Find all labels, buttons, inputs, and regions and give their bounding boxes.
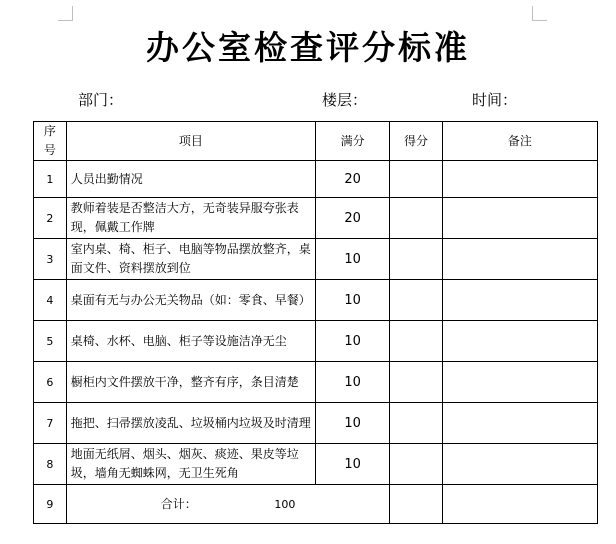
table-row <box>34 362 598 403</box>
document-title[interactable]: 办公室检查评分标准 <box>146 28 470 67</box>
total-row <box>34 485 598 524</box>
row-full-score[interactable]: 10 <box>315 403 389 444</box>
table-row <box>34 321 598 362</box>
floor-label[interactable]: 楼层： <box>322 91 368 109</box>
row-no[interactable]: 7 <box>34 403 67 444</box>
row-note-cell[interactable] <box>442 239 597 280</box>
row-no[interactable]: 2 <box>34 198 67 239</box>
total-note-cell[interactable] <box>442 485 597 524</box>
page-corner-mark-right <box>532 6 547 21</box>
row-score-cell[interactable] <box>390 362 442 403</box>
row-score-cell[interactable] <box>390 444 442 485</box>
header-item[interactable]: 项目 <box>66 122 315 161</box>
total-row-no[interactable]: 9 <box>34 485 67 524</box>
row-note-cell[interactable] <box>442 198 597 239</box>
row-item[interactable]: 拖把、扫帚摆放凌乱、垃圾桶内垃圾及时清理 <box>66 403 315 444</box>
row-item[interactable]: 地面无纸屑、烟头、烟灰、痰迹、果皮等垃圾，墙角无蜘蛛网，无卫生死角 <box>66 444 315 485</box>
page-corner-mark-left <box>58 6 73 21</box>
table-row <box>34 403 598 444</box>
header-score[interactable]: 得分 <box>390 122 442 161</box>
row-full-score[interactable]: 10 <box>315 280 389 321</box>
row-note-cell[interactable] <box>442 444 597 485</box>
row-note-cell[interactable] <box>442 403 597 444</box>
row-item[interactable]: 橱柜内文件摆放干净，整齐有序，条目清楚 <box>66 362 315 403</box>
row-full-score[interactable]: 10 <box>315 321 389 362</box>
row-no[interactable]: 4 <box>34 280 67 321</box>
row-item[interactable]: 室内桌、椅、柜子、电脑等物品摆放整齐，桌面文件、资料摆放到位 <box>66 239 315 280</box>
row-note-cell[interactable] <box>442 362 597 403</box>
row-no[interactable]: 8 <box>34 444 67 485</box>
row-full-score[interactable]: 20 <box>315 161 389 198</box>
row-no[interactable]: 3 <box>34 239 67 280</box>
row-score-cell[interactable] <box>390 161 442 198</box>
row-no[interactable]: 5 <box>34 321 67 362</box>
row-item[interactable]: 人员出勤情况 <box>66 161 315 198</box>
row-note-cell[interactable] <box>442 161 597 198</box>
row-item[interactable]: 桌椅、水杯、电脑、柜子等设施洁净无尘 <box>66 321 315 362</box>
row-full-score[interactable]: 10 <box>315 444 389 485</box>
row-score-cell[interactable] <box>390 403 442 444</box>
row-score-cell[interactable] <box>390 321 442 362</box>
score-table <box>33 121 598 524</box>
total-label-text: 合计： <box>160 496 197 511</box>
total-score-cell[interactable] <box>390 485 442 524</box>
time-label[interactable]: 时间： <box>472 91 518 109</box>
row-score-cell[interactable] <box>390 198 442 239</box>
header-note[interactable]: 备注 <box>442 122 597 161</box>
table-row <box>34 444 598 485</box>
table-row <box>34 161 598 198</box>
table-row <box>34 280 598 321</box>
row-no[interactable]: 1 <box>34 161 67 198</box>
row-score-cell[interactable] <box>390 239 442 280</box>
department-label[interactable]: 部门： <box>78 91 124 109</box>
table-row <box>34 198 598 239</box>
header-full-score[interactable]: 满分 <box>315 122 389 161</box>
table-header-row <box>34 122 598 161</box>
header-no[interactable]: 序号 <box>34 122 67 161</box>
row-no[interactable]: 6 <box>34 362 67 403</box>
row-item[interactable]: 教师着装是否整洁大方，无奇装异服夸张表现，佩戴工作牌 <box>66 198 315 239</box>
row-score-cell[interactable] <box>390 280 442 321</box>
total-value: 100 <box>274 497 296 511</box>
row-full-score[interactable]: 10 <box>315 362 389 403</box>
row-item[interactable]: 桌面有无与办公无关物品（如：零食、早餐） <box>66 280 315 321</box>
row-full-score[interactable]: 10 <box>315 239 389 280</box>
row-note-cell[interactable] <box>442 321 597 362</box>
row-note-cell[interactable] <box>442 280 597 321</box>
total-label[interactable] <box>66 485 390 524</box>
table-row <box>34 239 598 280</box>
row-full-score[interactable]: 20 <box>315 198 389 239</box>
